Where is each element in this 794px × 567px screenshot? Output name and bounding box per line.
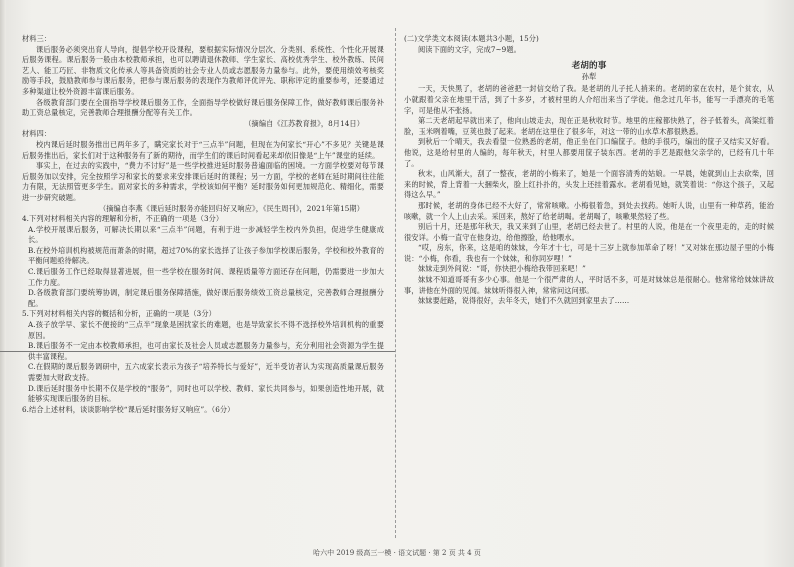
story-paragraph-7: 妹妹不知道哥哥有多少心事。他是一个很严肃的人，平时话不多，可是对妹妹总是很耐心。他常常给妹妹讲故事，讲他在外面的见闻。妹妹听得很入神，常常问这问那。 [404,275,774,295]
material4-heading: 材料四： [22,129,52,139]
question-5-option-b: B.课后服务不一定由本校教师承担，也可由家长及社会人员或志愿服务力量参与，充分利用社会资源为学生提供丰富课程。 [28,341,384,361]
question-4-option-c: C.课后服务工作已经取得显著进展，但一些学校在服务时间、课程质量等方面还存在问题，仍需要进一步加大工作力度。 [28,267,384,287]
question-6: 6.结合上述材料，谈谈影响学校“课后延时服务好又响应”。（6分） [22,404,235,414]
question-4-option-d: D.各级教育部门要统筹协调，制定课后服务保障措施，做好课后服务绩效工资总量核定，完善教师合理报酬分配。 [28,288,384,308]
material3-source: （摘编自《江苏教育报》，8月14日） [244,118,364,128]
question-4: 4.下列对材料相关内容的理解和分析，不正确的一项是（3分） [22,214,224,224]
left-column [22,34,384,415]
story-paragraph-1: 一天，天快黑了，老胡的爸爸把一封信交给了我。是老胡的儿子托人捎来的。老胡的家在农村，是个贫农，从小就跟着父亲在地里干活，到了十多岁，才被村里的人介绍出来当了学徒。他念过几年书，能写一手漂亮的毛笔字，可是他从不张扬。 [404,84,774,115]
story-paragraph-5: 那时候，老胡的身体已经不大好了，常常咳嗽。小梅很着急，到处去找药。她听人说，山里有一种草药，能治咳嗽，就一个人上山去采。采回来，熬好了给老胡喝。老胡喝了，咳嗽果然轻了些。 [404,200,774,221]
story-title: 老胡的事 [571,61,607,72]
question-5-option-a: A.孩子放学早、家长不便接的“三点半”现象是困扰家长的难题，也是导致家长不得不选择校外培训机构的重要原因。 [28,320,384,340]
material3-paragraph: 课后服务必须突出育人导向，提倡学校开设课程，要根据实际情况分层次、分类别、系统性、个性化开展课后服务课程。课后服务一般由本校教师承担，也可以聘请退休教师、学生家长、高校优秀学生、校外教练、民间艺人、能工巧匠、非物质文化传承人等具备资质的社会专业人员或志愿服务力量参与。此外，要使用绩效考核奖励等手段，鼓励教师参与课后服务，把参与课后服务的表现作为教师评优评先、职称评定的重要参考，还要通过多种渠道让校外资源丰富课后服务。 [22,44,384,96]
story-paragraph-2: 第二天老胡起早就出来了，他向山坡走去，现在正是秋收时节。地里的庄稼都快熟了，谷子低着头，高粱红着脸，玉米咧着嘴，豆荚也鼓了起来。老胡在这里住了很多年，对这一带的山水草木都很熟悉。 [404,116,774,136]
material4-paragraph-2: 事实上，在过去的实践中，“费力不讨好”是一些学校推进延时服务普遍面临的困境。一方面学校要对每节课后服务加以安排，完全按照学习和家长的要求来安排课后延时的课程；另一方面，学校的老师在延时期间往往能力有限，无法照管更多学生。面对家长的多种需求，学校该如何平衡？延时服务如何更加规范化、精细化，需要进一步研究破题。 [22,161,384,202]
story-author: 孙犁 [581,71,597,81]
material3-paragraph-2: 各级教育部门要在全面指导学校课后服务工作，全面指导学校做好课后服务保障工作，做好教师课后服务补助工资总量核定，完善教师合理报酬分配等有关工作。 [22,97,384,118]
section-instruction: 阅读下面的文字，完成7~9题。 [418,44,521,54]
section-heading: (二)文学类文本阅读(本题共3小题，15分) [404,34,539,43]
story-paragraph-6: 别后十月，还是那年秋天，我又来到了山里，老胡已经去世了。村里的人说，他是在一个夜里走的，走的时候很安详。小梅一直守在他身边，给他擦脸，给他喂水。 [404,222,774,242]
story-quote-2: 妹妹走到外间说：“哥，你快把小梅给我带回来吧！” [418,264,586,274]
question-4-option-b: B.在校外培训机构被规范而萧条的时期，超过70%的家长选择了让孩子参加学校课后服务，学校和校外教育的平衡问题亟待解决。 [28,245,384,266]
material4-paragraph: 校内课后延时服务推出已两年多了，瞒完家长对于“三点半”问题，但现在为何家长“开心”不多见？关键是课后服务推出后，家长们对于这种服务有了新的期待，而学生们的课后时间看起来却依旧像是“上午”课堂的延续。 [22,139,384,160]
scan-edge [0,0,6,567]
question-4-option-a: A.学校开展课后服务，可解决长期以来“三点半”问题，有利于进一步减轻学生校内外负担，促进学生健康成长。 [28,224,384,245]
story-paragraph-8: 妹妹要赶路，说得很好，去年冬天，她们不久就回到家里去了…… [418,296,630,306]
question-5: 5.下列对材料相关内容的概括和分析，正确的一项是（3分） [22,309,216,319]
story-paragraph-3: 到秋后一个晴天，我去看望一位熟悉的老胡，他正坐在门口编筐子。他的手很巧，编出的筐子又结实又好看。他说，这是给村里的人编的，每年秋天，村里人都要用筐子装东西。老胡的手艺是跟他父亲学的，已经有几十年了。 [404,137,774,168]
material4-source: （摘编自李燕《课后延时服务亦能回归好又响应》，《民生周刊》，2021年第15期） [98,203,364,213]
question-5-option-c: C.在假期的课后服务调研中，五六成家长表示为孩子“培养特长与爱好”，近半受访者认为实现高质量课后服务需要加大财政支持。 [28,362,384,382]
page-footer: 哈六中 2019 级高三一模 · 语文试题 · 第 2 页 共 4 页 [313,549,481,557]
story-paragraph-4: 秋末，山风渐大，刮了一整夜，老胡的小梅来了，她是一个面容清秀的姑娘。一早晨，她就到山上去砍柴，回来的时候，背上背着一大捆柴火，脸上红扑扑的，头发上还挂着露水。老胡看见她，就笑着说：“你这个孩子，又起得这么早。” [404,169,774,200]
question-5-option-d: D.课后延时服务中长期不仅是学校的“服务”，同时也可以学校、教师、家长共同参与，如果创造性地开展，就能够实现课后服务的目标。 [28,383,384,404]
column-divider [395,28,396,538]
story-quote-1: “哎，房东，你来，这是咱的妹妹，今年才十七，可是十三岁上就参加革命了呀！”又对妹在那边屋子里的小梅说：“小梅，你看，我也有一个妹妹，和你同岁哩！” [404,243,774,263]
right-column [404,34,774,307]
horizontal-rule [0,351,395,352]
material3-heading: 材料三： [22,34,52,43]
